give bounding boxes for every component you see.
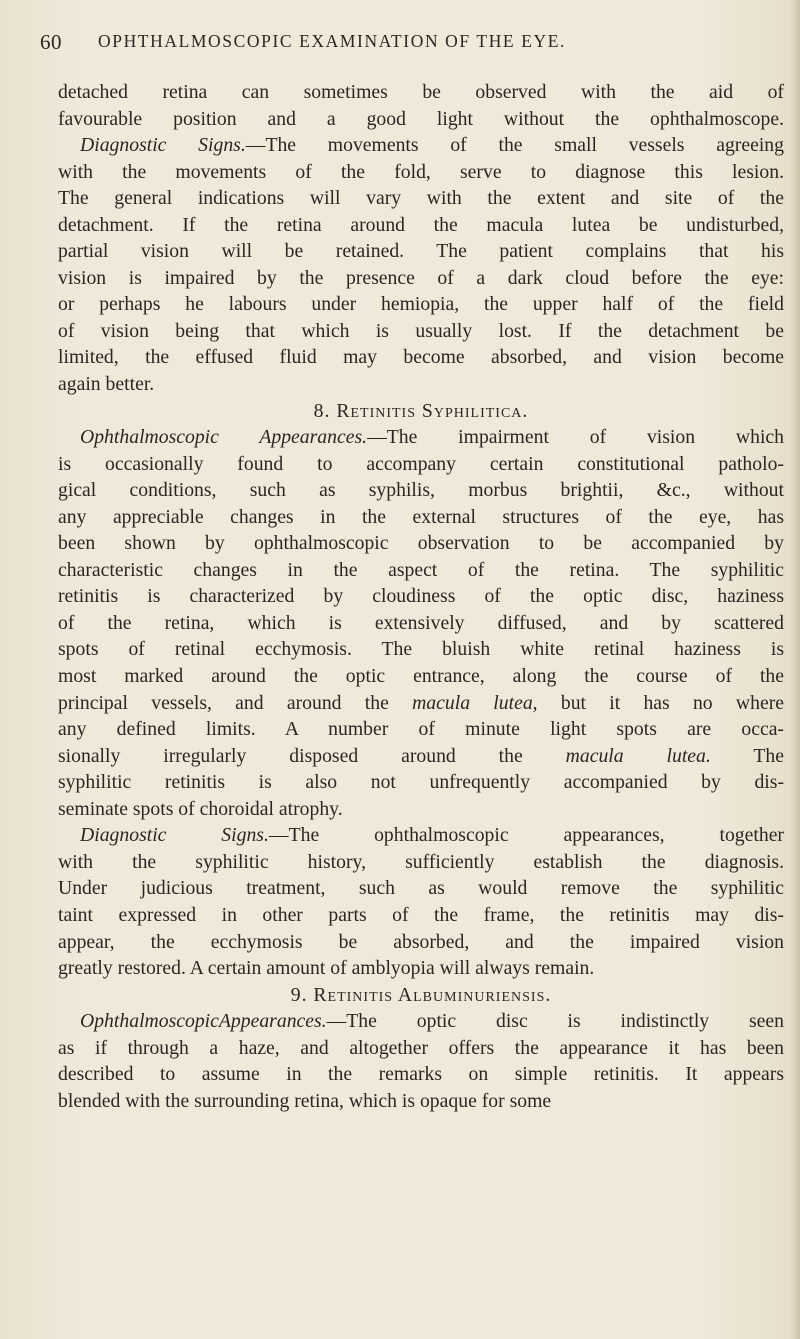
text-line — [58, 557, 784, 584]
text-line — [58, 875, 784, 902]
text-run: —The optic disc is indistinctly seen — [326, 1010, 784, 1033]
text-line — [58, 132, 784, 159]
text-line — [58, 344, 784, 371]
text-run: any appreciable changes in the external structures of the eye, has — [58, 505, 784, 528]
text-line — [58, 504, 784, 531]
text-run: as if through a haze, and altogether offers the appearance it has been — [58, 1036, 784, 1059]
text-run: described to assume in the remarks on simple retinitis. It appears — [58, 1063, 784, 1086]
text-line — [58, 902, 784, 929]
text-line — [58, 690, 784, 717]
italic-run-heading: OphthalmoscopicAppearances. — [80, 1010, 327, 1033]
text-line — [58, 477, 784, 504]
text-line — [58, 636, 784, 663]
text-run: detachment. If the retina around the macula lutea be undisturbed, — [58, 213, 784, 236]
text-line — [58, 185, 784, 212]
text-line — [58, 371, 784, 398]
text-line — [58, 424, 784, 451]
text-line — [58, 743, 784, 770]
text-run: —The movements of the small vessels agreeing — [245, 134, 784, 157]
text-run: detached retina can sometimes be observed with the aid of — [58, 81, 784, 103]
text-run: favourable position and a good light without the ophthalmoscope. — [58, 107, 784, 130]
text-run: partial vision will be retained. The patient complains that his — [58, 240, 784, 263]
text-line — [58, 663, 784, 690]
text-line — [58, 530, 784, 557]
italic-run-term: macula lutea, — [412, 691, 538, 714]
text-run: sionally irregularly disposed around the — [58, 744, 566, 767]
text-run: with the movements of the fold, serve to diagnose this lesion. — [58, 160, 784, 183]
page-header — [40, 30, 760, 56]
section-heading-text: 9. Retinitis Albuminuriensis. — [290, 983, 552, 1006]
text-run-tail: The — [710, 744, 784, 767]
text-run: principal vessels, and around the — [58, 691, 413, 714]
text-run: taint expressed in other parts of the frame, the retinitis may dis- — [58, 903, 784, 926]
text-line — [58, 79, 784, 106]
text-run: The general indications will vary with the extent and site of the — [58, 187, 784, 210]
text-run: of the retina, which is extensively diffused, and by scattered — [58, 611, 784, 634]
text-line — [58, 716, 784, 743]
text-line — [58, 1008, 784, 1035]
text-run: blended with the surrounding retina, which is opaque for some — [58, 1089, 552, 1112]
text-run: greatly restored. A certain amount of amblyopia will always remain. — [58, 957, 595, 980]
text-line — [58, 796, 784, 823]
page-number: 60 — [40, 30, 62, 54]
text-run-tail: but it has no where — [537, 691, 784, 714]
section-heading — [58, 398, 784, 425]
text-line — [58, 1061, 784, 1088]
italic-run-heading: Diagnostic Signs. — [80, 134, 246, 157]
text-run: limited, the effused fluid may become absorbed, and vision become — [58, 346, 784, 369]
text-line — [58, 291, 784, 318]
text-line — [58, 769, 784, 796]
section-heading — [58, 982, 784, 1009]
text-run: —The impairment of vision which — [367, 426, 784, 449]
text-run: syphilitic retinitis is also not unfrequently accompanied by dis- — [58, 771, 784, 794]
text-line — [58, 106, 784, 133]
text-line — [58, 159, 784, 186]
text-run: vision is impaired by the presence of a dark cloud before the eye: — [58, 266, 784, 289]
text-line — [58, 318, 784, 345]
italic-run-term: macula lutea. — [565, 744, 711, 767]
text-run: spots of retinal ecchymosis. The bluish white retinal haziness is — [58, 638, 784, 661]
section-heading-text: 8. Retinitis Syphilitica. — [313, 399, 529, 422]
text-run: of vision being that which is usually lost. If the detachment be — [58, 319, 784, 342]
text-run: is occasionally found to accompany certain constitutional patholo- — [58, 452, 784, 475]
text-run: retinitis is characterized by cloudiness of the optic disc, haziness — [58, 585, 784, 608]
text-line — [58, 238, 784, 265]
text-run: with the syphilitic history, sufficiently establish the diagnosis. — [58, 850, 784, 873]
text-run: appear, the ecchymosis be absorbed, and the impaired vision — [58, 930, 784, 953]
text-run: most marked around the optic entrance, along the course of the — [58, 665, 784, 688]
text-line — [58, 929, 784, 956]
text-run: any defined limits. A number of minute light spots are occa- — [58, 718, 784, 741]
italic-run-heading: Diagnostic Signs. — [80, 824, 269, 847]
italic-run-heading: Ophthalmoscopic Appearances. — [80, 426, 368, 449]
text-run: been shown by ophthalmoscopic observation to be accompanied by — [58, 532, 784, 555]
text-line — [58, 265, 784, 292]
text-line — [58, 1088, 784, 1115]
text-run: Under judicious treatment, such as would remove the syphilitic — [58, 877, 784, 900]
text-line — [58, 955, 784, 982]
text-run: seminate spots of choroidal atrophy. — [58, 797, 343, 820]
text-line — [58, 451, 784, 478]
text-line — [58, 849, 784, 876]
text-line — [58, 822, 784, 849]
text-line — [58, 1035, 784, 1062]
text-run: characteristic changes in the aspect of the retina. The syphilitic — [58, 558, 784, 581]
page-edge-shadow — [790, 0, 800, 1339]
text-run: or perhaps he labours under hemiopia, the upper half of the field — [58, 293, 784, 316]
body-text — [58, 79, 784, 1114]
text-run: gical conditions, such as syphilis, morbus brightii, &c., without — [58, 479, 784, 502]
text-line — [58, 610, 784, 637]
text-run: —The ophthalmoscopic appearances, together — [268, 824, 784, 847]
running-head: OPHTHALMOSCOPIC EXAMINATION OF THE EYE. — [98, 31, 566, 51]
text-line — [58, 212, 784, 239]
text-run: again better. — [58, 373, 155, 396]
text-line — [58, 583, 784, 610]
